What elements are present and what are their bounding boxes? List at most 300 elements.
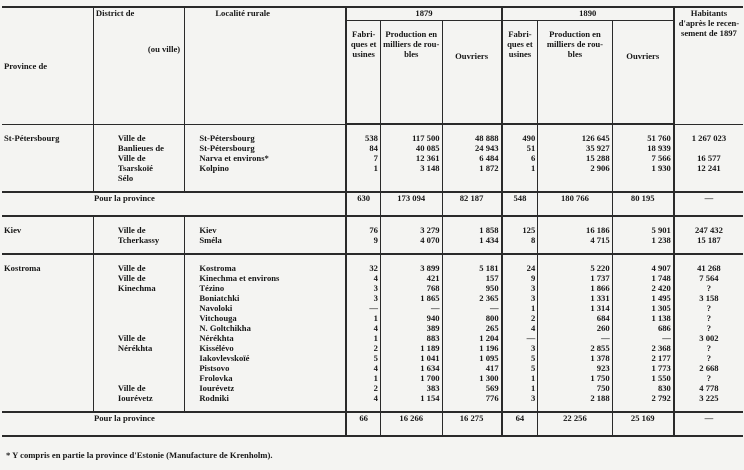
cell-prov	[2, 383, 93, 393]
spacer-cell	[93, 216, 184, 225]
cell-loc: Kostroma	[185, 263, 347, 273]
cell-dist: Sélo	[93, 173, 184, 183]
cell-p90: 1 750	[538, 373, 612, 383]
cell-prov: Kiev	[4, 225, 22, 235]
cell-f79	[346, 173, 380, 183]
cell-hab	[674, 143, 743, 153]
spacer-cell	[612, 245, 674, 254]
header-locality: Localité rurale	[185, 7, 347, 124]
cell-p90: 1 331	[538, 293, 612, 303]
cell-p79: 3 899	[380, 263, 442, 273]
spacer-cell	[502, 183, 538, 192]
spacer-cell	[502, 403, 538, 412]
table-row	[2, 153, 743, 163]
cell-hab: 3 158	[674, 293, 743, 303]
spacer-cell	[93, 245, 184, 254]
cell-p79: 1 154	[380, 393, 442, 403]
total-row	[2, 192, 743, 216]
spacer-cell	[612, 403, 674, 412]
total-p90: 22 256	[538, 412, 612, 436]
spacer-cell	[442, 124, 502, 133]
total-w79: 16 275	[442, 412, 502, 436]
header-production-1879: Production en milliers de rou-bles	[380, 21, 442, 125]
spacer-cell	[2, 183, 93, 192]
cell-hab: 12 241	[674, 163, 743, 173]
spacer-cell	[2, 124, 93, 133]
cell-p90: —	[538, 333, 612, 343]
cell-dist	[93, 313, 184, 323]
cell-hab	[674, 173, 743, 183]
cell-f90: 3	[502, 343, 538, 353]
cell-p90: 16 186	[538, 225, 612, 235]
cell-dist	[93, 373, 184, 383]
cell-hab: 41 268	[674, 263, 743, 273]
table-row	[2, 273, 743, 283]
spacer-cell	[538, 403, 612, 412]
spacer-cell	[346, 216, 380, 225]
spacer-cell	[442, 183, 502, 192]
cell-loc: N. Goltchikha	[185, 323, 347, 333]
header-year-1879: 1879	[346, 7, 501, 21]
cell-hab: ?	[674, 323, 743, 333]
cell-w79: 2 365	[442, 293, 502, 303]
cell-prov	[2, 353, 93, 363]
cell-p90	[538, 173, 612, 183]
cell-w79: 950	[442, 283, 502, 293]
cell-w79: 1 095	[442, 353, 502, 363]
spacer-cell	[612, 216, 674, 225]
cell-prov	[2, 173, 93, 183]
cell-prov: Kostroma	[4, 263, 41, 273]
cell-p79: 1 634	[380, 363, 442, 373]
cell-prov	[2, 153, 93, 163]
cell-dist	[93, 363, 184, 373]
cell-p79: 117 500	[380, 133, 442, 143]
cell-dist: Ville de	[93, 153, 184, 163]
spacer-cell	[502, 124, 538, 133]
cell-dist: Ville de	[93, 263, 184, 273]
cell-hab: ?	[674, 283, 743, 293]
spacer-cell	[380, 254, 442, 263]
cell-loc: St-Pétersbourg	[185, 143, 347, 153]
cell-p90: 1 378	[538, 353, 612, 363]
table-row	[2, 333, 743, 343]
spacer-cell	[346, 124, 380, 133]
cell-f90: 3	[502, 393, 538, 403]
cell-loc: Rodniki	[185, 393, 347, 403]
table-row	[2, 143, 743, 153]
cell-p90: 126 645	[538, 133, 612, 143]
table-row	[2, 393, 743, 403]
spacer-cell	[674, 124, 743, 133]
cell-w90: 1 305	[612, 303, 674, 313]
cell-f90: 490	[502, 133, 538, 143]
header-province: Province de	[2, 7, 93, 124]
cell-w90: 1 138	[612, 313, 674, 323]
spacer-cell	[346, 183, 380, 192]
cell-w79: 265	[442, 323, 502, 333]
cell-prov	[2, 333, 93, 343]
cell-p90: 4 715	[538, 235, 612, 245]
spacer-cell	[380, 403, 442, 412]
cell-f90: 3	[502, 283, 538, 293]
cell-w90: 2 420	[612, 283, 674, 293]
cell-w90: 51 760	[612, 133, 674, 143]
cell-prov	[2, 303, 93, 313]
spacer-cell	[502, 216, 538, 225]
total-label: Pour la province	[2, 412, 346, 436]
cell-prov	[2, 283, 93, 293]
cell-p79: 389	[380, 323, 442, 333]
cell-loc: Narva et environs*	[185, 153, 347, 163]
cell-w79: 1 196	[442, 343, 502, 353]
footnote: * Y compris en partie la province d'Estonie (Manufacture de Krenholm).	[6, 450, 273, 460]
spacer-cell	[538, 254, 612, 263]
header-district-sub: (ou ville)	[147, 44, 181, 54]
cell-hab: ?	[674, 303, 743, 313]
cell-dist	[93, 353, 184, 363]
total-f79: 66	[346, 412, 380, 436]
cell-p79: 3 148	[380, 163, 442, 173]
cell-f79: 2	[346, 383, 380, 393]
cell-loc: Iakovlevskoïé	[185, 353, 347, 363]
cell-loc: Vitchouga	[185, 313, 347, 323]
cell-dist: Tsarskoïé	[93, 163, 184, 173]
spacer-cell	[442, 254, 502, 263]
spacer-cell	[2, 254, 93, 263]
total-row	[2, 412, 743, 436]
cell-p90: 15 288	[538, 153, 612, 163]
table-row	[2, 283, 743, 293]
cell-f90: 51	[502, 143, 538, 153]
cell-f79: 84	[346, 143, 380, 153]
cell-w90: 1 773	[612, 363, 674, 373]
spacer-cell	[380, 216, 442, 225]
table-row	[2, 303, 743, 313]
cell-f79: —	[346, 303, 380, 313]
cell-p90: 35 927	[538, 143, 612, 153]
cell-f79: 2	[346, 343, 380, 353]
spacer-cell	[346, 245, 380, 254]
total-w90: 80 195	[612, 192, 674, 216]
table-row	[2, 323, 743, 333]
spacer-cell	[185, 254, 347, 263]
cell-w79: 1 858	[442, 225, 502, 235]
cell-dist	[93, 323, 184, 333]
cell-f90: 1	[502, 303, 538, 313]
cell-prov	[2, 143, 93, 153]
cell-prov	[2, 393, 93, 403]
cell-hab: ?	[674, 313, 743, 323]
cell-p90: 2 188	[538, 393, 612, 403]
cell-w90: 7 566	[612, 153, 674, 163]
cell-w79: 24 943	[442, 143, 502, 153]
spacer-cell	[538, 124, 612, 133]
cell-f79: 5	[346, 353, 380, 363]
total-p79: 173 094	[380, 192, 442, 216]
spacer-cell	[2, 216, 93, 225]
cell-prov	[2, 235, 93, 245]
cell-f90: 2	[502, 313, 538, 323]
cell-p79: 883	[380, 333, 442, 343]
cell-f79: 7	[346, 153, 380, 163]
cell-prov	[2, 313, 93, 323]
spacer-cell	[93, 403, 184, 412]
spacer-cell	[674, 245, 743, 254]
cell-prov	[2, 373, 93, 383]
cell-f90: 5	[502, 363, 538, 373]
cell-p90: 750	[538, 383, 612, 393]
total-f90: 548	[502, 192, 538, 216]
table-header	[2, 7, 743, 124]
header-factories-1890: Fabri-ques et usines	[502, 21, 538, 125]
cell-f90: 6	[502, 153, 538, 163]
cell-p90: 923	[538, 363, 612, 373]
cell-hab: 4 778	[674, 383, 743, 393]
cell-p79: 12 361	[380, 153, 442, 163]
cell-loc: Kiev	[185, 225, 347, 235]
spacer-row	[2, 183, 743, 192]
spacer-row	[2, 245, 743, 254]
cell-loc: Pistsovo	[185, 363, 347, 373]
spacer-cell	[674, 254, 743, 263]
cell-f79: 1	[346, 333, 380, 343]
cell-p79: 940	[380, 313, 442, 323]
cell-f79: 3	[346, 293, 380, 303]
cell-f79: 538	[346, 133, 380, 143]
cell-hab: 1 267 023	[674, 133, 743, 143]
cell-w90: 1 930	[612, 163, 674, 173]
cell-loc: Kolpino	[185, 163, 347, 173]
spacer-cell	[442, 245, 502, 254]
cell-w79: 5 181	[442, 263, 502, 273]
cell-f79: 1	[346, 163, 380, 173]
cell-dist: Ville de	[93, 273, 184, 283]
header-factories-1879: Fabri-ques et usines	[346, 21, 380, 125]
cell-f90: 3	[502, 293, 538, 303]
cell-w90: 4 907	[612, 263, 674, 273]
cell-p79: 1 189	[380, 343, 442, 353]
cell-p90: 1 314	[538, 303, 612, 313]
cell-hab: 15 187	[674, 235, 743, 245]
spacer-cell	[185, 124, 347, 133]
spacer-cell	[185, 216, 347, 225]
total-hab: —	[674, 192, 743, 216]
statistics-table	[2, 6, 743, 437]
spacer-cell	[93, 183, 184, 192]
total-hab: —	[674, 412, 743, 436]
spacer-cell	[538, 216, 612, 225]
header-year-1890: 1890	[502, 7, 674, 21]
cell-loc: Nérékhta	[185, 333, 347, 343]
spacer-cell	[380, 245, 442, 254]
header-inhabitants: Habitants d'après le recen-sement de 1897	[674, 7, 743, 124]
table-row	[2, 235, 743, 245]
cell-dist	[93, 293, 184, 303]
cell-hab: 16 577	[674, 153, 743, 163]
cell-hab: 247 432	[674, 225, 743, 235]
cell-f79: 1	[346, 313, 380, 323]
cell-hab: ?	[674, 343, 743, 353]
cell-w90: 1 748	[612, 273, 674, 283]
table-body	[2, 124, 743, 436]
header-production-1890: Production en milliers de rou-bles	[538, 21, 612, 125]
cell-w90: 686	[612, 323, 674, 333]
cell-f79: 9	[346, 235, 380, 245]
cell-dist	[93, 303, 184, 313]
cell-p79: 1 865	[380, 293, 442, 303]
cell-loc: Kinechma et environs	[185, 273, 347, 283]
spacer-cell	[346, 254, 380, 263]
total-w79: 82 187	[442, 192, 502, 216]
spacer-cell	[612, 124, 674, 133]
cell-prov	[2, 273, 93, 283]
cell-p90: 260	[538, 323, 612, 333]
cell-f90: —	[502, 333, 538, 343]
cell-p79: 1 700	[380, 373, 442, 383]
cell-loc: Iourévetz	[185, 383, 347, 393]
cell-p79: 1 041	[380, 353, 442, 363]
spacer-row	[2, 124, 743, 133]
cell-loc: Boniatchki	[185, 293, 347, 303]
spacer-cell	[185, 183, 347, 192]
spacer-cell	[538, 183, 612, 192]
spacer-cell	[612, 183, 674, 192]
cell-w79: 800	[442, 313, 502, 323]
table-row	[2, 225, 743, 235]
cell-w90: 2 792	[612, 393, 674, 403]
table-row	[2, 383, 743, 393]
cell-hab: ?	[674, 353, 743, 363]
cell-dist: Tcherkassy	[93, 235, 184, 245]
spacer-cell	[93, 254, 184, 263]
cell-dist: Banlieues de	[93, 143, 184, 153]
cell-prov	[2, 323, 93, 333]
cell-loc: St-Pétersbourg	[185, 133, 347, 143]
cell-f79: 4	[346, 393, 380, 403]
cell-dist: Ville de	[93, 383, 184, 393]
cell-w79: 1 204	[442, 333, 502, 343]
cell-prov: St-Pétersbourg	[4, 133, 60, 143]
spacer-cell	[674, 403, 743, 412]
spacer-cell	[442, 216, 502, 225]
cell-loc: Navoloki	[185, 303, 347, 313]
cell-p90: 684	[538, 313, 612, 323]
header-district	[93, 7, 184, 124]
cell-p79	[380, 173, 442, 183]
cell-w79: 1 300	[442, 373, 502, 383]
spacer-cell	[185, 245, 347, 254]
cell-dist: Ville de	[93, 333, 184, 343]
header-district-label: District de	[95, 8, 135, 18]
cell-p90: 1 866	[538, 283, 612, 293]
cell-p79: 40 085	[380, 143, 442, 153]
cell-loc: Kissélévo	[185, 343, 347, 353]
cell-f79: 4	[346, 273, 380, 283]
cell-w79: 6 484	[442, 153, 502, 163]
cell-w79: —	[442, 303, 502, 313]
cell-f79: 76	[346, 225, 380, 235]
cell-w90: —	[612, 333, 674, 343]
spacer-cell	[185, 403, 347, 412]
cell-f90: 1	[502, 163, 538, 173]
table-row	[2, 343, 743, 353]
cell-p79: —	[380, 303, 442, 313]
spacer-cell	[380, 183, 442, 192]
cell-p90: 2 906	[538, 163, 612, 173]
cell-f79: 4	[346, 363, 380, 373]
total-label: Pour la province	[2, 192, 346, 216]
cell-w90: 18 939	[612, 143, 674, 153]
cell-w79: 1 872	[442, 163, 502, 173]
cell-dist: Nérékhta	[93, 343, 184, 353]
table-row	[2, 363, 743, 373]
cell-w79: 1 434	[442, 235, 502, 245]
cell-f90: 125	[502, 225, 538, 235]
cell-hab: 3 002	[674, 333, 743, 343]
cell-w79	[442, 173, 502, 183]
cell-f90: 4	[502, 323, 538, 333]
spacer-cell	[93, 124, 184, 133]
cell-p90: 5 220	[538, 263, 612, 273]
cell-f79: 1	[346, 373, 380, 383]
cell-dist: Ville de	[93, 225, 184, 235]
table-row	[2, 373, 743, 383]
spacer-row	[2, 403, 743, 412]
cell-w90	[612, 173, 674, 183]
cell-f90: 24	[502, 263, 538, 273]
spacer-cell	[442, 403, 502, 412]
spacer-row	[2, 216, 743, 225]
cell-f90: 9	[502, 273, 538, 283]
cell-loc	[185, 173, 347, 183]
table-row	[2, 163, 743, 173]
spacer-cell	[2, 245, 93, 254]
spacer-cell	[346, 403, 380, 412]
table-row	[2, 263, 743, 273]
total-w90: 25 169	[612, 412, 674, 436]
table-row	[2, 133, 743, 143]
table-row	[2, 293, 743, 303]
cell-p79: 4 070	[380, 235, 442, 245]
cell-p79: 768	[380, 283, 442, 293]
cell-prov	[2, 293, 93, 303]
table-row	[2, 313, 743, 323]
cell-dist: Iourévetz	[93, 393, 184, 403]
cell-prov	[2, 363, 93, 373]
cell-dist: Kinechma	[93, 283, 184, 293]
cell-f79: 4	[346, 323, 380, 333]
cell-hab: 3 225	[674, 393, 743, 403]
cell-f90: 1	[502, 383, 538, 393]
cell-loc: Frolovka	[185, 373, 347, 383]
cell-prov	[2, 163, 93, 173]
spacer-cell	[502, 254, 538, 263]
spacer-cell	[674, 216, 743, 225]
cell-hab: 7 564	[674, 273, 743, 283]
cell-f90: 8	[502, 235, 538, 245]
cell-p79: 421	[380, 273, 442, 283]
cell-prov	[2, 343, 93, 353]
cell-p90: 1 737	[538, 273, 612, 283]
cell-loc: Sméla	[185, 235, 347, 245]
spacer-cell	[380, 124, 442, 133]
cell-f90: 1	[502, 373, 538, 383]
cell-p79: 3 279	[380, 225, 442, 235]
spacer-cell	[612, 254, 674, 263]
cell-hab: 2 668	[674, 363, 743, 373]
spacer-cell	[538, 245, 612, 254]
